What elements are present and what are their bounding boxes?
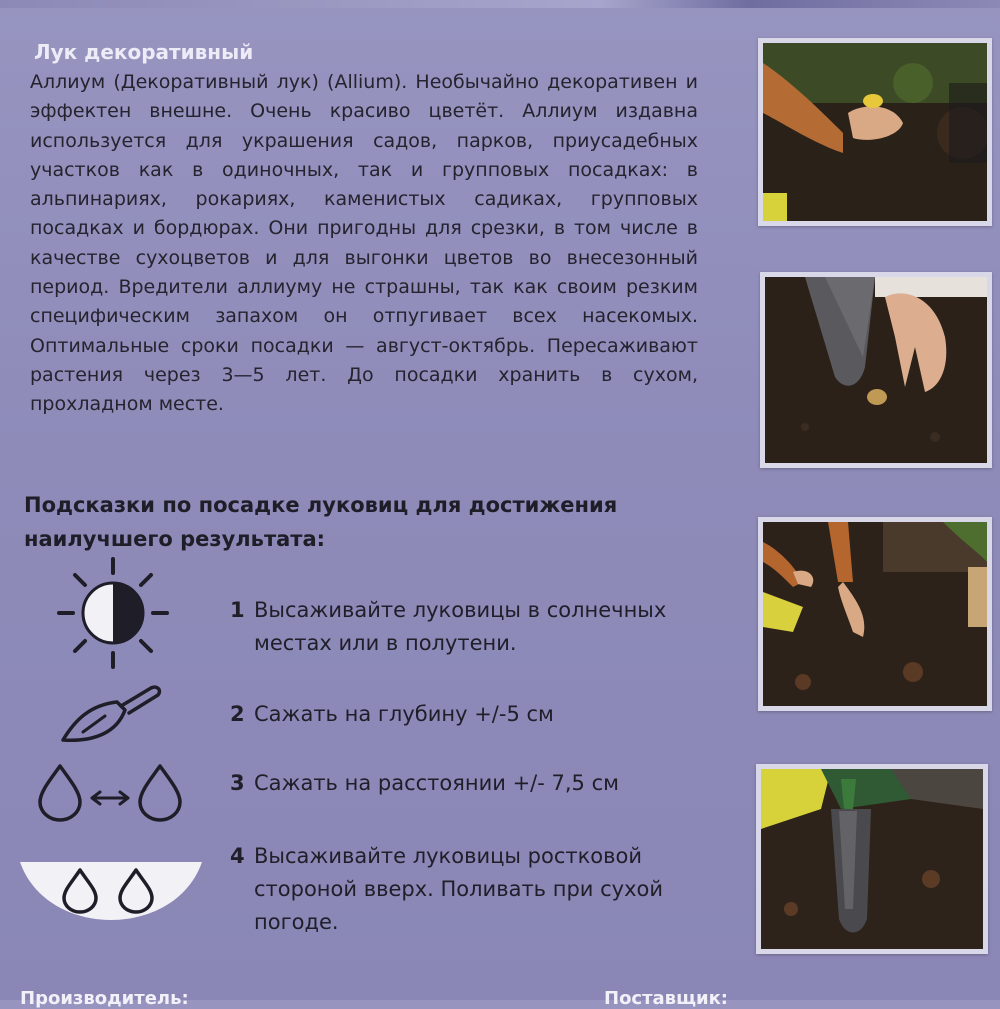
footer-supplier-label: Поставщик: [604, 988, 728, 1009]
tip-4 [230, 840, 684, 939]
tip-1 [230, 594, 684, 660]
photo-planting-step-4 [756, 764, 988, 954]
tip-number: 1 [230, 598, 245, 622]
footer-manufacturer-label: Производитель: [20, 988, 189, 1009]
bulbs-in-soil-icon [18, 860, 204, 922]
photo-planting-step-1 [758, 38, 992, 226]
tip-text: Высаживайте луковицы ростковой стороной вверх. Поливать при сухой погоде. [254, 844, 664, 934]
tip-number: 4 [230, 844, 245, 868]
bulb-spacing-icon [36, 762, 188, 822]
top-edge-strip [0, 0, 1000, 8]
tip-number: 3 [230, 771, 245, 795]
tip-2 [230, 698, 684, 731]
photo-planting-step-3 [758, 517, 992, 711]
tip-number: 2 [230, 702, 245, 726]
trowel-icon [55, 680, 165, 750]
tip-text: Высаживайте луковицы в солнечных местах или в полутени. [254, 598, 667, 655]
photo-planting-step-2 [760, 272, 992, 468]
sun-icon [55, 555, 171, 671]
tips-heading: Подсказки по посадке луковиц для достижения наилучшего результата: [24, 493, 618, 551]
page-title: Лук декоративный [34, 40, 254, 64]
description-paragraph: Аллиум (Декоративный лук) (Allium). Необычайно декоративен и эффектен внешне. Очень красиво цветёт. Аллиум издавна используется для украшения садов, парков, приусадебных участков как в одиночных, так и групповых посадках: в альпинариях, рокариях, каменистых садиках, групповых посадках и бордюрах. Они пригодны для срезки, в том числе в качестве сухоцветов и для выгонки цветов во внесезонный период. Вредители аллиуму не страшны, так как своим резким специфическим запахом он отпугивает всех насекомых. Оптимальные сроки посадки — август-октябрь. Пересаживают растения через 3—5 лет. До посадки хранить в сухом, прохладном месте. [30, 71, 698, 416]
tip-text: Сажать на расстоянии +/- 7,5 см [254, 771, 619, 795]
tip-3 [230, 767, 684, 800]
tip-text: Сажать на глубину +/-5 см [254, 702, 554, 726]
